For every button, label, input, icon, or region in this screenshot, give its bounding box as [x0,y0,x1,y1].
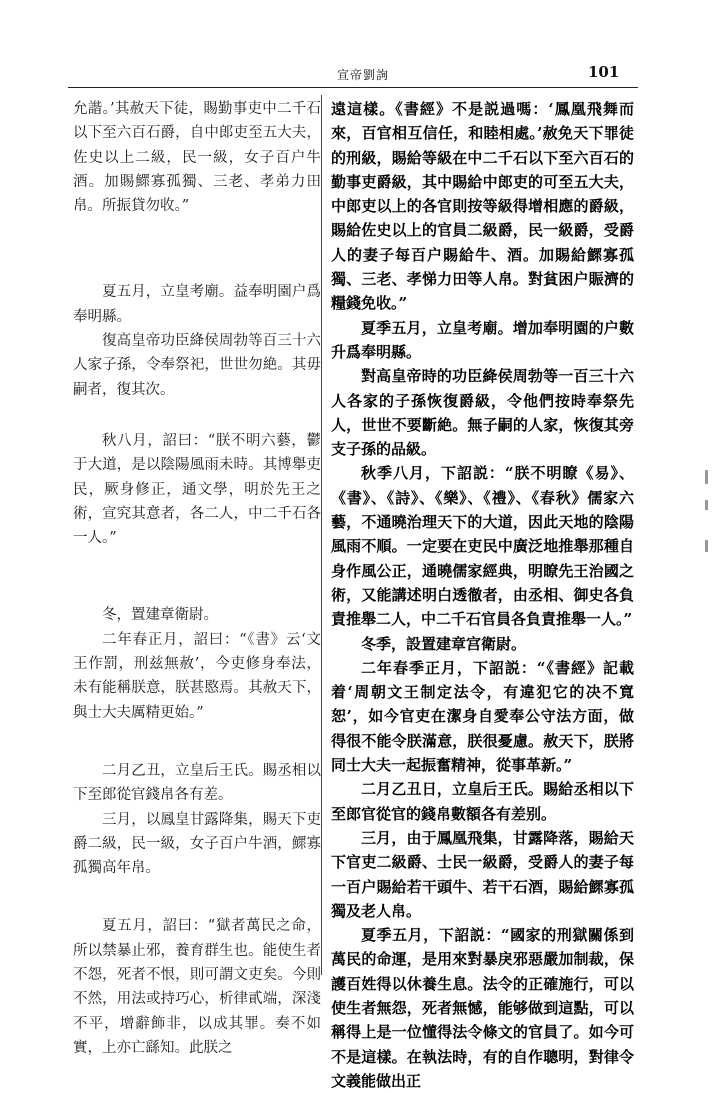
classical-paragraph: 允諧。’其赦天下徒，賜勤事吏中二千石以下至六百石爵，自中郎吏至五大夫，佐史以上二級，民一級，女子百户牛酒。加賜鰥寡孤獨、三老、孝弟力田帛。所振貸勿收。” [73,101,321,215]
translation-paragraph: 對高皇帝時的功臣絳侯周勃等一百三十六人各家的子孫恢復爵級，令他們按時奉祭先人，世世不要斷絶。無子嗣的人家，恢復其旁支子孫的品級。 [331,367,634,459]
scan-edge-mark [705,500,708,510]
translation-paragraph: 夏季五月，立皇考廟。增加奉明園的户數升爲奉明縣。 [331,318,634,361]
translation-paragraph: 冬季，設置建章宫衛尉。 [361,634,527,653]
scan-edge-mark [705,540,708,552]
classical-paragraph: 二年春正月，詔曰：“《書》云‘文王作罰，刑兹無赦’，今吏修身奉法，未有能稱朕意，朕甚愍焉。其赦天下，與士大夫厲精更始。” [73,631,321,721]
running-header-title: 宣帝劉詢 [336,68,389,82]
classical-paragraph: 復高皇帝功臣絳侯周勃等百三十六人家子孫，令奉祭祀，世世勿絶。其毋嗣者，復其次。 [73,333,321,398]
scan-edge-mark [705,470,708,484]
column-divider [321,95,322,975]
classical-paragraph: 夏五月，詔曰：“獄者萬民之命，所以禁暴止邪，養育群生也。能使生者不怨，死者不恨，則可謂文吏矣。今則不然，用法或持巧心，析律貳端，深淺不平，增辭飾非，以成其罪。奏不如實，上亦亡繇知。此朕之 [73,918,321,1056]
translation-column [331,97,634,1093]
classical-paragraph: 夏五月，立皇考廟。益奉明園户爲奉明縣。 [73,284,321,325]
classical-text-column [73,97,321,1060]
translation-paragraph: 遠這樣。《書經》不是説過嗎：‘鳳凰飛舞而來，百官相互信任，和睦相處。’赦免天下罪徒的刑級，賜給等級在中二千石以下至六百石的勤事吏爵級，其中賜給中郎吏的可至五大夫，中郎吏以上的各官則按等級得增相應的爵級，賜給佐史以上的官員二級爵，民一級爵，受爵人的妻子每百户賜給牛、酒。加賜給鰥寡孤獨、三老、孝悌力田等人帛。對貧困户賑濟的糧錢免收。” [331,100,634,313]
header-rule [68,87,638,88]
classical-paragraph: 三月，以鳳皇甘露降集，賜天下吏爵二級，民一級，女子百户牛酒，鰥寡孤獨高年帛。 [73,811,321,877]
classical-paragraph: 冬，置建章衛尉。 [102,607,218,624]
translation-paragraph: 夏季五月，下詔説：“國家的刑獄關係到萬民的命運，是用來對暴戾邪惡嚴加制裁，保護百姓得以休養生息。法令的正確施行，可以使生者無怨，死者無憾，能够做到這點，可以稱得上是一位懂得法令條文的官員了。如今可不是這樣。在執法時，有的自作聰明，對律令文義能做出正 [331,926,634,1090]
translation-paragraph: 二月乙丑日，立皇后王氏。賜給丞相以下至郎官從官的錢帛數額各有差别。 [331,780,634,823]
classical-paragraph: 二月乙丑，立皇后王氏。賜丞相以下至郎從官錢帛各有差。 [73,762,321,804]
classical-paragraph: 秋八月，詔曰：“朕不明六藝，鬱于大道，是以陰陽風雨未時。其博舉吏民，厥身修正，通文學，明於先王之術，宣究其意者，各二人，中二千石各一人。” [73,432,321,547]
translation-paragraph: 二年春季正月，下詔説：“《書經》記載着‘周朝文王制定法令，有違犯它的决不寬恕’，如今官吏在潔身自愛奉公守法方面，做得很不能令朕滿意，朕很憂慮。赦天下，朕將同士大夫一起振奮精神，從事革新。” [331,658,634,775]
translation-paragraph: 秋季八月，下詔説：“朕不明瞭《易》、《書》、《詩》、《樂》、《禮》、《春秋》儒家六藝，不通曉治理天下的大道，因此天地的陰陽風雨不順。一定要在吏民中廣泛地推舉那種自身作風公正，通曉儒家經典，明瞭先王治國之術，又能講述明白透徹者，由丞相、御史各負責推舉二人，中二千石官員各負責推舉一人。” [331,464,634,629]
translation-paragraph: 三月，由于鳳凰飛集，甘露降落，賜給天下官吏二級爵、士民一級爵，受爵人的妻子每一百户賜給若干頭牛、若干石酒，賜給鰥寡孤獨及老人帛。 [331,828,634,920]
page-number: 101 [588,63,620,81]
